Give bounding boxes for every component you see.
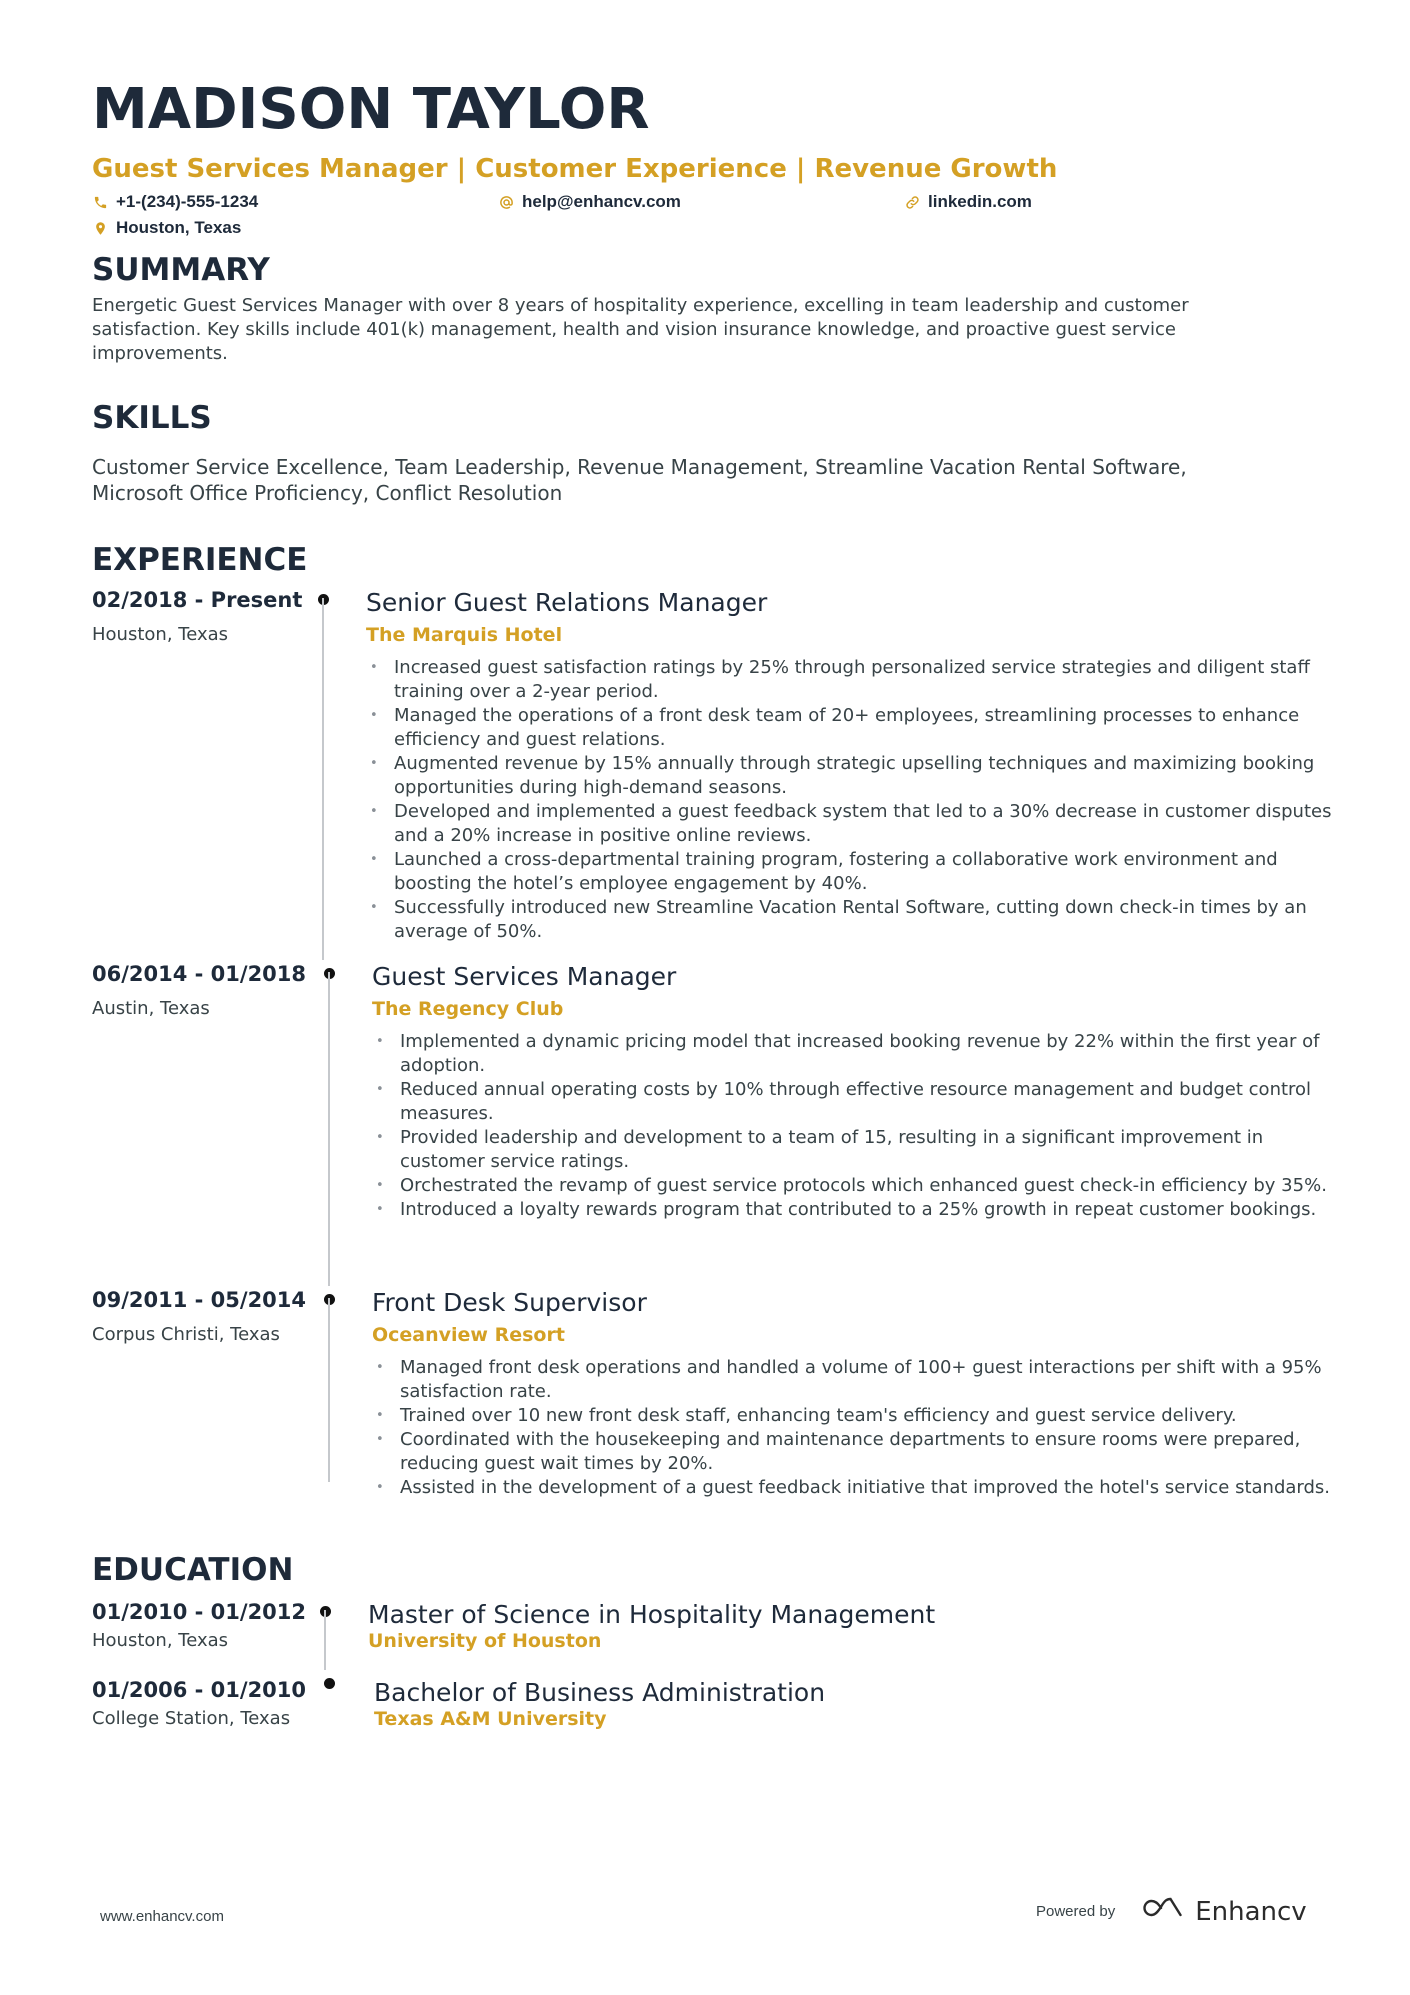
experience-details (366, 586, 1332, 944)
list-item: • Implemented a dynamic pricing model that increased booking revenue by 22% within the first year of adoption. (372, 1030, 1332, 1078)
education-dates: 01/2010 - 01/2012 (92, 1600, 307, 1624)
skills-section (92, 398, 1332, 506)
experience-meta (92, 586, 312, 648)
list-item: • Coordinated with the housekeeping and maintenance departments to ensure rooms were prepared, reducing guest wait times by 20%. (372, 1428, 1332, 1476)
list-item: • Developed and implemented a guest feedback system that led to a 30% decrease in customer disputes and a 20% increase in positive online reviews. (366, 800, 1332, 848)
list-item: • Orchestrated the revamp of guest service protocols which enhanced guest check-in efficiency by 35%. (372, 1174, 1332, 1198)
experience-details (372, 960, 1332, 1222)
education-location: Houston, Texas (92, 1630, 229, 1651)
education-details (374, 1676, 1332, 1732)
experience-dates: 02/2018 - Present (92, 588, 303, 612)
enhancv-logo-icon (1141, 1896, 1187, 1927)
summary-title: SUMMARY (92, 252, 270, 288)
experience-entry (92, 960, 1332, 1280)
resume-content (92, 77, 1332, 1730)
experience-dates: 09/2011 - 05/2014 (92, 1288, 307, 1312)
experience-entry (92, 586, 1332, 948)
contact-location (92, 218, 241, 238)
summary-text: Energetic Guest Services Manager with over 8 years of hospitality experience, excelling in team leadership and customer satisfaction. Key skills include 401(k) management, health and vision insurance knowledge, and proactive guest service improvements. (92, 295, 1189, 364)
education-entry (92, 1676, 1332, 1746)
candidate-tagline: Guest Services Manager | Customer Experience | Revenue Growth (92, 154, 1058, 184)
education-details (368, 1598, 1332, 1654)
list-item: • Managed front desk operations and handled a volume of 100+ guest interactions per shift with a 95% satisfaction rate. (372, 1356, 1332, 1404)
candidate-name: MADISON TAYLOR (92, 77, 650, 142)
list-item: • Successfully introduced new Streamline Vacation Rental Software, cutting down check-in times by an average of 50%. (366, 896, 1332, 944)
timeline-line (322, 598, 324, 960)
education-meta (92, 1598, 312, 1654)
education-location: College Station, Texas (92, 1708, 291, 1729)
education-dates: 01/2006 - 01/2010 (92, 1678, 307, 1702)
experience-role: Front Desk Supervisor (372, 1288, 647, 1317)
powered-by-label: Powered by (1036, 1903, 1116, 1920)
location-text: Houston, Texas (116, 218, 242, 237)
list-item: • Augmented revenue by 15% annually through strategic upselling techniques and maximizing booking opportunities during high-demand seasons. (366, 752, 1332, 800)
skills-text: Customer Service Excellence, Team Leadership, Revenue Management, Streamline Vacation Rental Software, Microsoft Office Proficiency, Conflict Resolution (92, 455, 1187, 505)
list-item: • Increased guest satisfaction ratings by 25% through personalized service strategies and diligent staff training over a 2-year period. (366, 656, 1332, 704)
map-pin-icon (92, 220, 108, 236)
experience-role: Guest Services Manager (372, 962, 677, 991)
skills-title: SKILLS (92, 400, 212, 436)
at-icon (498, 194, 514, 210)
education-entry (92, 1598, 1332, 1668)
experience-dates: 06/2014 - 01/2018 (92, 962, 307, 986)
contact-phone (92, 192, 258, 212)
footer-branding (1036, 1896, 1307, 1927)
experience-org: The Marquis Hotel (366, 624, 563, 646)
list-item: • Assisted in the development of a guest feedback initiative that improved the hotel's service standards. (372, 1476, 1332, 1500)
summary-section (92, 250, 1332, 366)
email-text[interactable]: help@enhancv.com (522, 192, 681, 211)
experience-section (92, 540, 1332, 580)
enhancv-brand-text: Enhancv (1195, 1896, 1307, 1927)
education-degree: Master of Science in Hospitality Management (368, 1600, 936, 1629)
list-item: • Reduced annual operating costs by 10% through effective resource management and budget control measures. (372, 1078, 1332, 1126)
experience-org: Oceanview Resort (372, 1324, 565, 1346)
timeline-line (324, 1610, 326, 1670)
timeline-line (328, 1298, 330, 1482)
experience-meta (92, 960, 312, 1022)
education-school: University of Houston (368, 1630, 602, 1652)
link-icon (904, 194, 920, 210)
linkedin-text[interactable]: linkedin.com (928, 192, 1032, 211)
phone-text: +1-(234)-555-1234 (116, 192, 259, 211)
list-item: • Managed the operations of a front desk team of 20+ employees, streamlining processes to enhance efficiency and guest relations. (366, 704, 1332, 752)
list-item: • Launched a cross-departmental training program, fostering a collaborative work environment and boosting the hotel’s employee engagement by 40%. (366, 848, 1332, 896)
experience-location: Corpus Christi, Texas (92, 1324, 280, 1345)
footer-website[interactable]: www.enhancv.com (100, 1908, 224, 1925)
experience-location: Houston, Texas (92, 624, 229, 645)
timeline-line (328, 972, 330, 1286)
experience-org: The Regency Club (372, 998, 564, 1020)
experience-entry (92, 1286, 1332, 1536)
list-item: • Provided leadership and development to a team of 15, resulting in a significant improvement in customer service ratings. (372, 1126, 1332, 1174)
experience-location: Austin, Texas (92, 998, 210, 1019)
list-item: • Trained over 10 new front desk staff, enhancing team's efficiency and guest service delivery. (372, 1404, 1332, 1428)
timeline-dot (324, 1678, 335, 1689)
contact-linkedin (904, 192, 1032, 212)
education-degree: Bachelor of Business Administration (374, 1678, 826, 1707)
experience-meta (92, 1286, 312, 1348)
experience-role: Senior Guest Relations Manager (366, 588, 768, 617)
education-section (92, 1550, 1332, 1590)
experience-details (372, 1286, 1332, 1500)
list-item: • Introduced a loyalty rewards program that contributed to a 25% growth in repeat customer bookings. (372, 1198, 1332, 1222)
experience-bullets (372, 1030, 1332, 1222)
phone-icon (92, 194, 108, 210)
education-title: EDUCATION (92, 1552, 294, 1588)
enhancv-brand[interactable] (1141, 1896, 1306, 1927)
contact-info (92, 192, 1332, 248)
experience-bullets (372, 1356, 1332, 1500)
experience-title: EXPERIENCE (92, 542, 308, 578)
contact-email (498, 192, 681, 212)
education-school: Texas A&M University (374, 1708, 607, 1730)
education-meta (92, 1676, 312, 1732)
experience-bullets (366, 656, 1332, 944)
